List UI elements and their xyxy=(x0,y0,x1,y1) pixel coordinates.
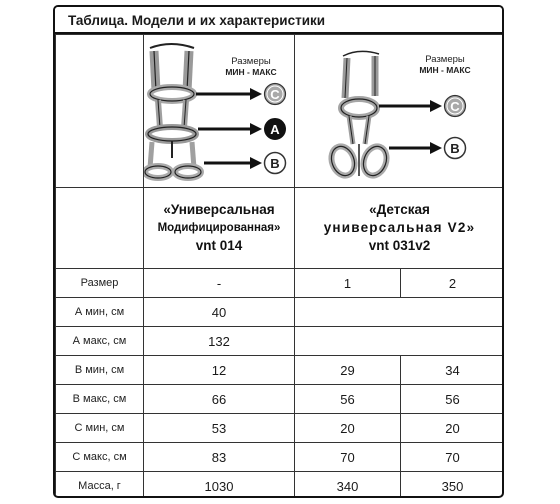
kids-size1-value: 340 xyxy=(295,472,401,499)
kids-arrow-to-b xyxy=(389,142,442,154)
name-row-corner xyxy=(56,188,144,269)
kids-size2-value: 70 xyxy=(401,443,505,472)
universal-harness-image-cell xyxy=(144,35,295,188)
table-row xyxy=(56,356,505,385)
row-label: Масса, г xyxy=(56,472,144,499)
universal-value: 40 xyxy=(144,298,295,327)
svg-text:C: C xyxy=(450,99,460,114)
arrow-to-a xyxy=(198,123,262,135)
kids-harness-image-cell xyxy=(295,35,505,188)
row-label: Размер xyxy=(56,269,144,298)
table-row xyxy=(56,472,505,499)
kids-harness-icon xyxy=(328,51,391,178)
universal-value: 132 xyxy=(144,327,295,356)
universal-name-line2: Модифицированная» xyxy=(157,222,281,234)
kids-model-name xyxy=(295,188,505,269)
svg-text:A: A xyxy=(270,122,280,137)
corner-cell xyxy=(56,35,144,188)
sheet-title: Таблица. Модели и их характеристики xyxy=(55,7,502,34)
spec-table xyxy=(55,34,504,498)
row-label: С мин, см xyxy=(56,414,144,443)
row-label: А макс, см xyxy=(56,327,144,356)
kids-marker-b-icon xyxy=(445,138,466,159)
kids-size1-value: 20 xyxy=(295,414,401,443)
kids-name-line3: vnt 031v2 xyxy=(368,238,431,253)
row-label: В мин, см xyxy=(56,356,144,385)
marker-a-icon xyxy=(265,119,286,140)
universal-value: - xyxy=(144,269,295,298)
spec-sheet xyxy=(53,5,504,498)
kids-name-line1: «Детская xyxy=(369,202,430,217)
kids-sizes-label: Размеры xyxy=(425,54,465,65)
kids-size2-value: 56 xyxy=(401,385,505,414)
arrow-to-c xyxy=(196,88,262,100)
universal-value: 1030 xyxy=(144,472,295,499)
universal-value: 53 xyxy=(144,414,295,443)
universal-name-line1: «Универсальная xyxy=(163,202,275,217)
kids-size1-value: 1 xyxy=(295,269,401,298)
universal-harness-diagram xyxy=(144,36,295,186)
row-label: А мин, см xyxy=(56,298,144,327)
table-row xyxy=(56,269,505,298)
universal-name-line3: vnt 014 xyxy=(195,238,243,253)
kids-name-line2: универсальная V2» xyxy=(323,220,476,235)
table-row xyxy=(56,298,505,327)
sizes-minmax-label: МИН - МАКС xyxy=(225,67,277,77)
universal-value: 12 xyxy=(144,356,295,385)
table-row xyxy=(56,385,505,414)
kids-size1-value: 56 xyxy=(295,385,401,414)
universal-value: 66 xyxy=(144,385,295,414)
marker-c-icon xyxy=(265,84,286,105)
universal-model-name xyxy=(144,188,295,269)
kids-harness-diagram xyxy=(295,36,504,186)
svg-text:B: B xyxy=(450,141,460,156)
arrow-to-b xyxy=(204,157,262,169)
table-row xyxy=(56,414,505,443)
table-row xyxy=(56,327,505,356)
kids-size1-value: 70 xyxy=(295,443,401,472)
kids-size2-value: 2 xyxy=(401,269,505,298)
kids-marker-c-icon xyxy=(445,96,466,117)
kids-size2-value: 20 xyxy=(401,414,505,443)
kids-size2-value: 34 xyxy=(401,356,505,385)
kids-empty-cell xyxy=(295,298,505,327)
universal-value: 83 xyxy=(144,443,295,472)
kids-arrow-to-c xyxy=(379,100,442,112)
kids-empty-cell xyxy=(295,327,505,356)
kids-size2-value: 350 xyxy=(401,472,505,499)
kids-sizes-minmax-label: МИН - МАКС xyxy=(419,65,471,75)
row-label: В макс, см xyxy=(56,385,144,414)
universal-harness-icon xyxy=(145,44,201,178)
svg-text:B: B xyxy=(270,156,280,171)
kids-size1-value: 29 xyxy=(295,356,401,385)
marker-b-icon xyxy=(265,153,286,174)
sizes-label: Размеры xyxy=(231,56,271,67)
svg-text:C: C xyxy=(270,87,280,102)
table-row xyxy=(56,443,505,472)
row-label: С макс, см xyxy=(56,443,144,472)
